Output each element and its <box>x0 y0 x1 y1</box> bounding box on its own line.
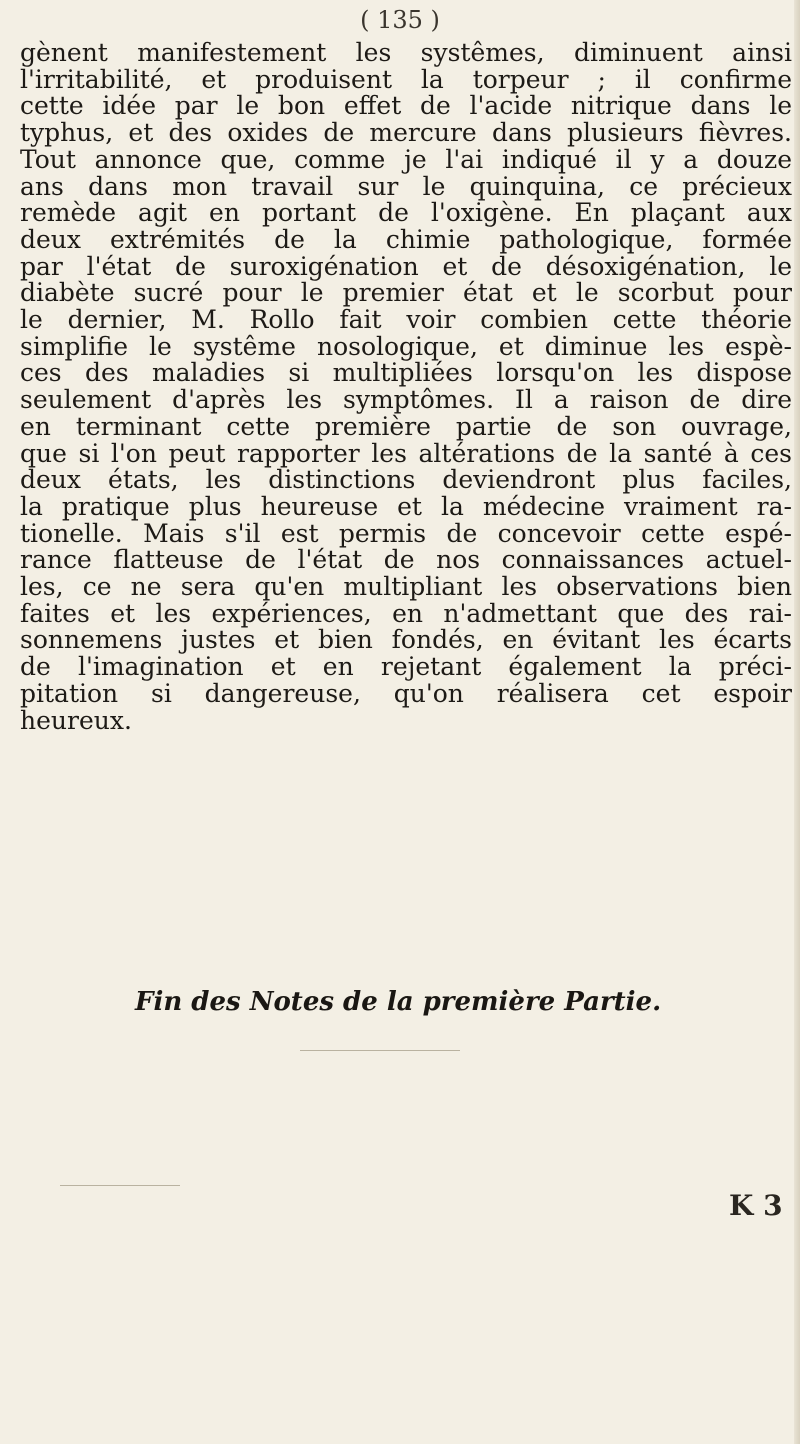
text-line: le dernier, M. Rollo fait voir combien cette théorie <box>20 305 792 335</box>
text-line: par l'état de suroxigénation et de désoxigénation, le <box>20 251 792 281</box>
text-line: faites et les expériences, en n'admettant que des rai- <box>20 598 792 628</box>
bleed-through-mark <box>60 1185 180 1186</box>
signature-mark: K 3 <box>729 1189 783 1222</box>
body-text <box>20 40 792 734</box>
text-line: l'irritabilité, et produisent la torpeur ; il confirme <box>20 64 792 94</box>
text-line: deux états, les distinctions deviendront plus faciles, <box>20 465 792 495</box>
text-line: les, ce ne sera qu'en multipliant les observations bien <box>20 572 792 602</box>
page-number: ( 135 ) <box>360 6 440 34</box>
text-line: la pratique plus heureuse et la médecine vraiment ra- <box>20 491 792 521</box>
text-line: diabète sucré pour le premier état et le scorbut pour <box>20 278 792 308</box>
page-edge <box>794 0 800 1444</box>
text-line: de l'imagination et en rejetant également la préci- <box>20 652 792 682</box>
text-line: remède agit en portant de l'oxigène. En plaçant aux <box>20 198 792 228</box>
text-line: sonnemens justes et bien fondés, en évitant les écarts <box>20 625 792 655</box>
bleed-through-mark <box>300 1050 460 1051</box>
text-line: deux extrémités de la chimie pathologique, formée <box>20 224 792 254</box>
text-line: ces des maladies si multipliées lorsqu'on les dispose <box>20 358 792 388</box>
text-line: typhus, et des oxides de mercure dans plusieurs fièvres. <box>20 118 792 148</box>
text-line: ans dans mon travail sur le quinquina, ce précieux <box>20 171 792 201</box>
text-line: seulement d'après les symptômes. Il a raison de dire <box>20 385 792 415</box>
end-of-notes-line: Fin des Notes de la première Partie. <box>135 987 662 1017</box>
text-line: que si l'on peut rapporter les altérations de la santé à ces <box>20 438 792 468</box>
text-line: en terminant cette première partie de son ouvrage, <box>20 411 792 441</box>
text-line: heureux. <box>20 705 132 735</box>
text-line: simplifie le systême nosologique, et diminue les espè- <box>20 331 792 361</box>
text-line: rance flatteuse de l'état de nos connaissances actuel- <box>20 545 792 575</box>
text-line: Tout annonce que, comme je l'ai indiqué il y a douze <box>20 144 792 174</box>
text-line: pitation si dangereuse, qu'on réalisera cet espoir <box>20 678 792 708</box>
text-line: tionelle. Mais s'il est permis de concevoir cette espé- <box>20 518 792 548</box>
text-line: cette idée par le bon effet de l'acide nitrique dans le <box>20 91 792 121</box>
text-line: gènent manifestement les systêmes, diminuent ainsi <box>20 38 792 67</box>
